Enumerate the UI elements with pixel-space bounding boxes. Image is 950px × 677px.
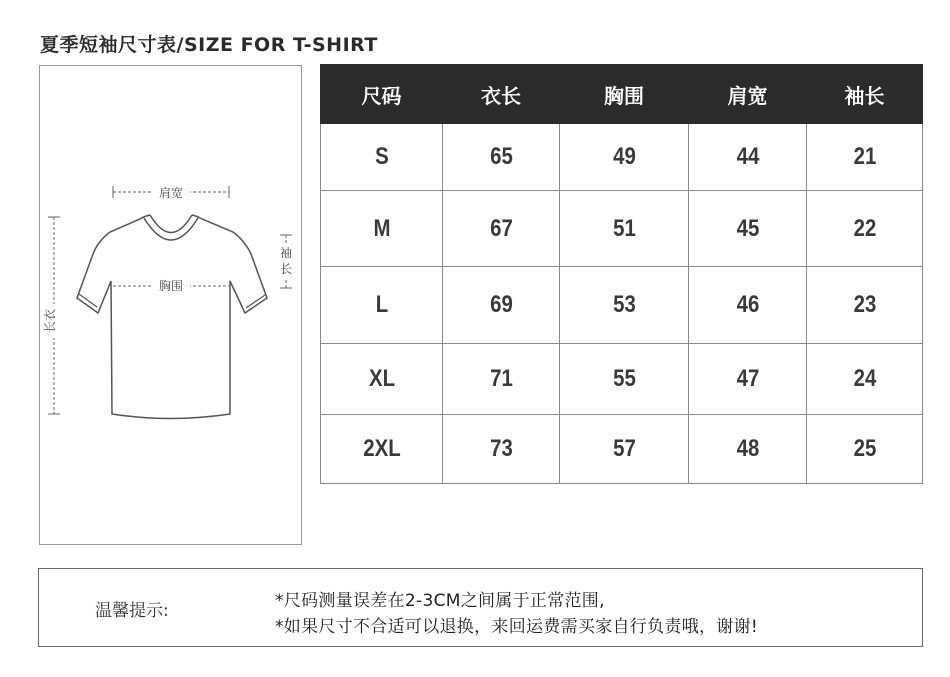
notes-label: 温馨提示: [95, 601, 169, 621]
table-row [321, 267, 923, 344]
cell-shoulder: 47 [697, 344, 797, 415]
header-shoulder: 肩宽 [689, 65, 807, 124]
cell-size: XL [330, 344, 434, 415]
cell-length: 71 [451, 344, 550, 415]
cell-chest: 53 [569, 267, 679, 344]
size-chart-table [320, 64, 923, 484]
table-row [321, 344, 923, 415]
cell-sleeve: 22 [815, 191, 914, 267]
cell-size: S [330, 124, 434, 191]
note-line-returns: *如果尺寸不合适可以退换，来回运费需买家自行负责哦，谢谢! [275, 617, 759, 637]
header-chest: 胸围 [560, 65, 689, 124]
cell-size: L [330, 267, 434, 344]
shoulder-label: 肩宽 [158, 186, 184, 200]
table-row [321, 124, 923, 191]
length-label: 长衣 [43, 308, 57, 334]
cell-size: M [330, 191, 434, 267]
cell-shoulder: 46 [697, 267, 797, 344]
table-row [321, 191, 923, 267]
sleeve-label-2: 长 [279, 262, 293, 276]
sleeve-label-1: 袖 [279, 246, 293, 260]
table-header-row [321, 65, 923, 124]
cell-chest: 49 [569, 124, 679, 191]
cell-chest: 55 [569, 344, 679, 415]
cell-sleeve: 24 [815, 344, 914, 415]
cell-shoulder: 48 [697, 415, 797, 484]
header-sleeve: 袖长 [807, 65, 923, 124]
cell-length: 67 [451, 191, 550, 267]
notes-box [38, 568, 923, 647]
cell-shoulder: 44 [697, 124, 797, 191]
chart-title: 夏季短袖尺寸表/SIZE FOR T-SHIRT [40, 34, 378, 56]
header-length: 衣长 [443, 65, 560, 124]
cell-sleeve: 25 [815, 415, 914, 484]
cell-sleeve: 21 [815, 124, 914, 191]
cell-length: 65 [451, 124, 550, 191]
table-row [321, 415, 923, 484]
cell-length: 73 [451, 415, 550, 484]
cell-chest: 51 [569, 191, 679, 267]
tshirt-collar [150, 215, 192, 233]
header-size: 尺码 [321, 65, 443, 124]
cell-chest: 57 [569, 415, 679, 484]
cell-shoulder: 45 [697, 191, 797, 267]
tshirt-illustration [40, 66, 303, 546]
chest-label: 胸围 [158, 279, 184, 293]
note-line-measurement: *尺码测量误差在2-3CM之间属于正常范围, [275, 591, 605, 611]
cell-length: 69 [451, 267, 550, 344]
tshirt-outline [77, 215, 267, 419]
cell-size: 2XL [330, 415, 434, 484]
tshirt-measurement-diagram [39, 65, 302, 545]
cell-sleeve: 23 [815, 267, 914, 344]
